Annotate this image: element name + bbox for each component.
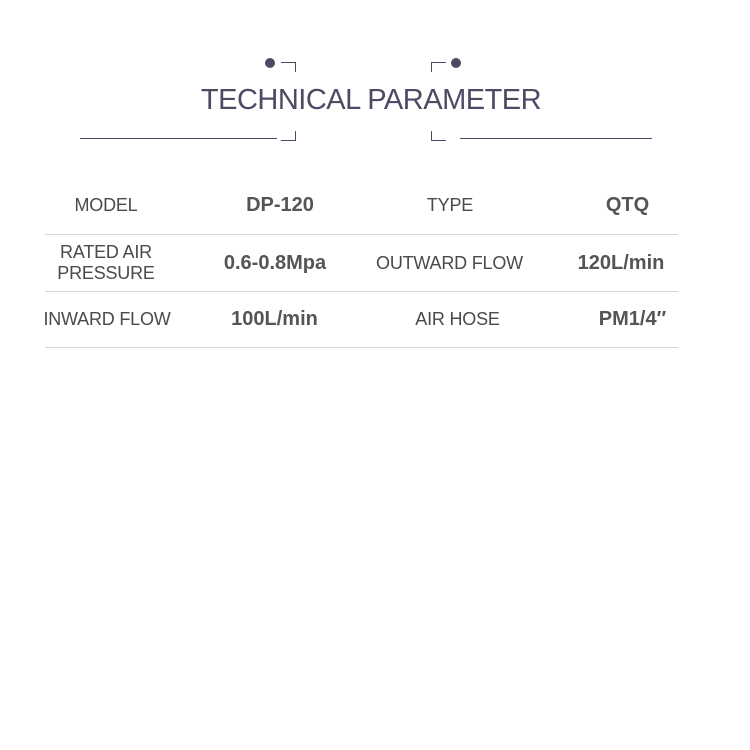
table-row [45, 235, 678, 292]
left-ornament-dot [265, 58, 275, 68]
outward-flow-value: 120L/min [577, 251, 665, 274]
model-label: MODEL [74, 195, 138, 215]
left-bottom-corner-bracket [281, 131, 296, 141]
page-title: TECHNICAL PARAMETER [200, 84, 542, 116]
right-bottom-corner-bracket [431, 131, 446, 141]
right-ornament-dot [451, 58, 461, 68]
rated-air-pressure-label-line2: PRESSURE [57, 263, 155, 283]
rated-air-pressure-label-line1: RATED AIR [60, 242, 152, 262]
rated-air-pressure-label [45, 235, 167, 291]
inward-flow-value: 100L/min [231, 308, 318, 330]
left-divider-line [80, 138, 277, 139]
left-top-corner-bracket [281, 62, 296, 72]
right-top-corner-bracket [431, 62, 446, 72]
air-hose-label: AIR HOSE [415, 309, 500, 329]
inward-flow-label: INWARD FLOW [43, 309, 171, 329]
table-row [45, 177, 678, 235]
outward-flow-label: OUTWARD FLOW [376, 252, 523, 273]
table-row [45, 292, 678, 348]
air-hose-value: PM1/4″ [598, 308, 667, 330]
rated-air-pressure-value: 0.6-0.8Mpa [223, 251, 327, 274]
type-value: QTQ [605, 194, 650, 216]
model-value: DP-120 [246, 194, 314, 216]
right-divider-line [460, 138, 652, 139]
parameter-table [45, 177, 678, 348]
type-label: TYPE [426, 195, 474, 215]
